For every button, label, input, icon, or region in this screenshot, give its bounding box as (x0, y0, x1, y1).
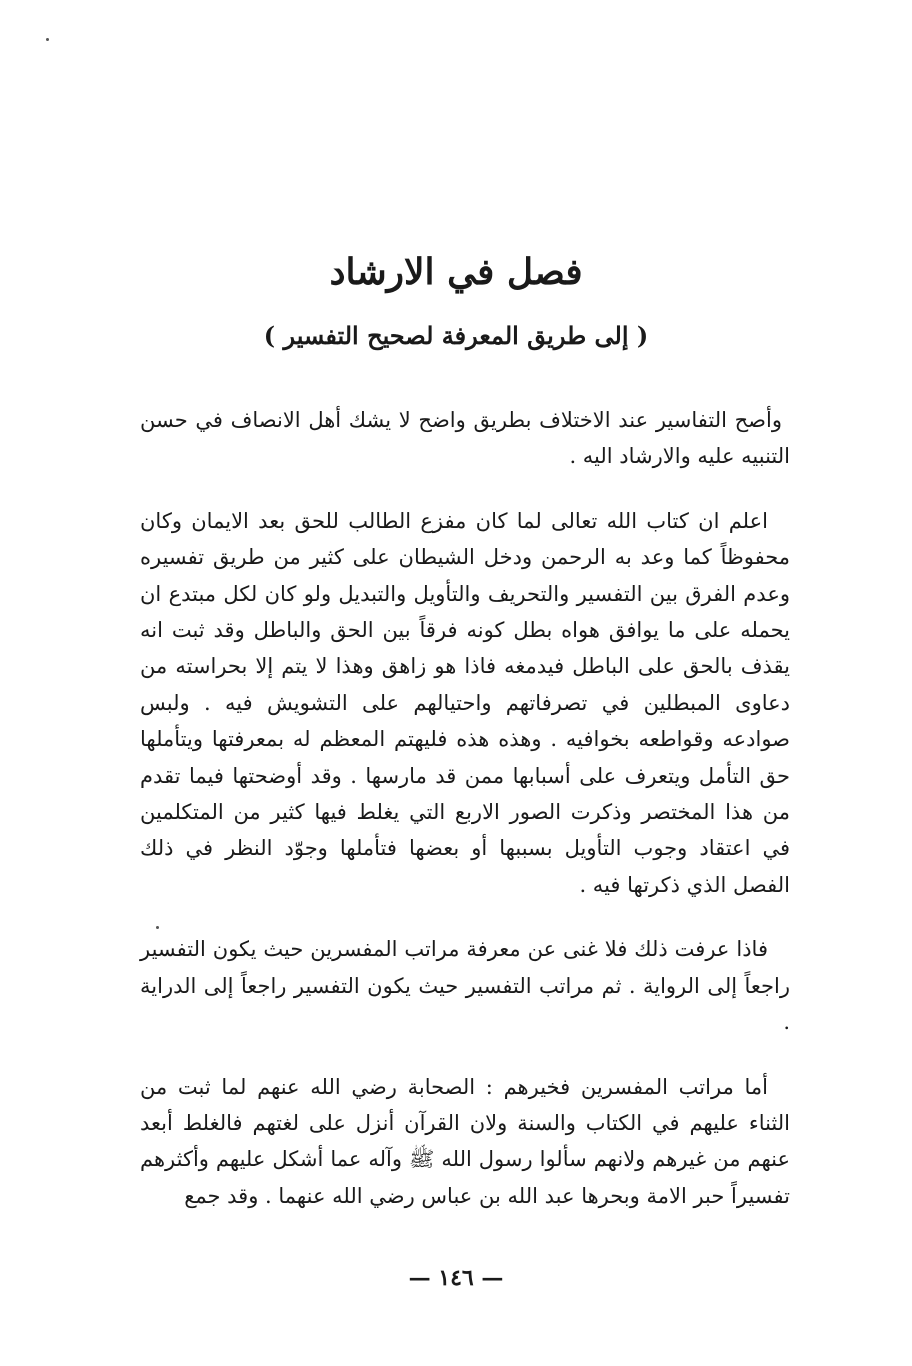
paragraph-4: أما مراتب المفسرين فخيرهم : الصحابة رضي الله عنهم لما ثبت من الثناء عليهم في الكتاب والسنة ولان القرآن أنزل على لغتهم فالغلط أبعد عنهم من غيرهم ولانهم سألوا رسول الله ﷺ وآله عما أشكل عليهم وأكثرهم تفسيراً حبر الامة وبحرها عبد الله بن عباس رضي الله عنهما . وقد جمع (140, 1074, 790, 1208)
paragraph-2: اعلم ان كتاب الله تعالى لما كان مفزع الطالب للحق بعد الايمان وكان محفوظاً كما وعد به الرحمن ودخل الشيطان على كثير من طريق تفسيره وعدم الفرق بين التفسير والتحريف والتأويل والتبديل ولو كان لكل مبتدع ان يحمله على ما يوافق هواه بطل كونه فرقاً بين الحق والباطل وقد ثبت انه يقذف بالحق على الباطل فيدمغه فاذا هو زاهق وهذا لا يتم إلا بحراسته من دعاوى المبطلين في تصرفاتهم واحتيالهم على التشويش فيه . ولبس صوادعه وقواطعه بخوافيه . وهذه هذه فليهتم المعظم له بمعرفتها ويتأملها حق التأمل ويتعرف على أسبابها ممن قد مارسها . وقد أوضحتها فيما تقدم من هذا المختصر وذكرت الصور الاربع التي يغلط فيها كثير من المتكلمين في اعتقاد وجوب التأويل بسببها أو بعضها فتأملها وجوّد النظر في ذلك الفصل الذي ذكرتها فيه . (140, 508, 790, 897)
speck-mark (46, 38, 49, 41)
page-number: — ١٤٦ — (408, 1265, 504, 1291)
chapter-subtitle: ( إلى طريق المعرفة لصحيح التفسير ) (263, 321, 649, 350)
paragraph-3: فاذا عرفت ذلك فلا غنى عن معرفة مراتب المفسرين حيث يكون التفسير راجعاً إلى الرواية . ثم مراتب التفسير حيث يكون التفسير راجعاً إلى الدراية . (140, 937, 790, 1035)
chapter-title: فصل في الارشاد (329, 251, 583, 293)
body-text (140, 402, 790, 1242)
paragraph-1: وأصح التفاسير عند الاختلاف بطريق واضح لا يشك أهل الانصاف في حسن التنبيه عليه والارشاد اليه . (140, 408, 790, 469)
